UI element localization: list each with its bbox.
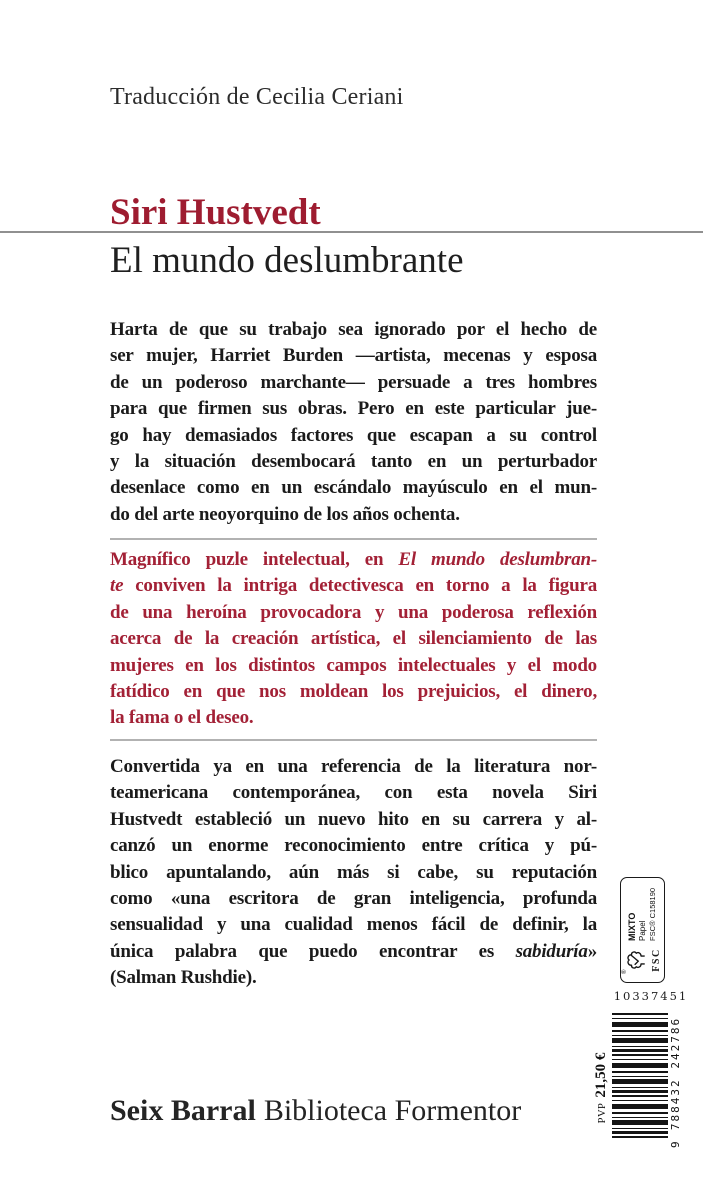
fsc-tree-icon — [626, 949, 650, 971]
translator-credit: Traducción de Cecilia Ceriani — [110, 84, 404, 110]
text-line: acerca de la creación artística, el silenciamiento de las — [110, 628, 597, 650]
text-line: go hay demasiados factores que escapan a su control — [110, 424, 597, 446]
fsc-logo — [622, 946, 662, 974]
publisher-collection: Biblioteca Formentor — [263, 1094, 522, 1127]
price-amount: 21,50 € — [593, 1052, 609, 1098]
text-line: y la situación desembocará tanto en un perturbador — [110, 451, 597, 473]
text-line: Magnífico puzle intelectual, en El mundo deslumbran- — [110, 549, 597, 570]
text-line: ser mujer, Harriet Burden —artista, mecenas y esposa — [110, 345, 597, 367]
author-name: Siri Hustvedt — [110, 192, 321, 233]
fsc-mix-label: MIXTO — [626, 912, 637, 941]
text-line: de una heroína provocadora y una poderosa reflexión — [110, 601, 597, 623]
fsc-wordmark: FSC — [651, 948, 662, 972]
section-rule — [110, 538, 597, 540]
text-line: desenlace como en un escándalo mayúsculo en el mun- — [110, 477, 597, 499]
text-line: de un poderoso marchante— persuade a tres hombres — [110, 371, 597, 393]
barcode-lead-digit: 9 — [669, 1139, 682, 1148]
full-width-rule — [0, 231, 703, 233]
price-prefix: PVP — [597, 1102, 608, 1124]
barcode-bars-icon — [612, 1012, 668, 1138]
publisher-imprint: Seix Barral — [110, 1094, 256, 1127]
registered-mark: ® — [622, 969, 628, 974]
text-line: mujeres en los distintos campos intelectuales y el modo — [110, 654, 597, 676]
text-line: teamericana contemporánea, con esta novela Siri — [110, 782, 597, 804]
publisher-line — [110, 1094, 521, 1128]
barcode-group-1: 788432 — [669, 1078, 682, 1131]
text-line: do del arte neoyorquino de los años ochenta. — [110, 503, 460, 525]
text-line: fatídico en que nos moldean los prejuicios, el dinero, — [110, 681, 597, 703]
text-line: canzó un enorme reconocimiento entre crítica y pú- — [110, 835, 597, 857]
text-line: para que firmen sus obras. Pero en este particular jue- — [110, 398, 597, 420]
text-line: Harta de que su trabajo sea ignorado por el hecho de — [110, 319, 597, 340]
fsc-license-number: FSC® C158190 — [647, 887, 657, 941]
text-line: Hustvedt estableció un nuevo hito en su carrera y al- — [110, 808, 597, 830]
text-line: blico apuntalando, aún más si cabe, su reputación — [110, 861, 597, 883]
book-title: El mundo deslumbrante — [110, 240, 464, 281]
text-line: sensualidad y una cualidad menos fácil de definir, la — [110, 914, 597, 936]
text-line: única palabra que puedo encontrar es sabiduría» — [110, 940, 597, 962]
price-tag — [593, 1046, 611, 1130]
text-line: (Salman Rushdie). — [110, 967, 257, 989]
section-rule — [110, 739, 597, 741]
text-line: la fama o el deseo. — [110, 707, 254, 729]
product-code: 10337451 — [613, 989, 689, 1003]
fsc-label-text — [627, 888, 658, 941]
ean-barcode — [612, 1012, 688, 1148]
barcode-digits — [669, 1012, 682, 1148]
text-line: como «una escritora de gran inteligencia, profunda — [110, 888, 597, 910]
text-line: Convertida ya en una referencia de la literatura nor- — [110, 756, 597, 777]
fsc-certification-label — [620, 877, 665, 983]
synopsis-paragraph — [110, 317, 597, 528]
barcode-group-2: 242786 — [669, 1016, 682, 1069]
fsc-label-content — [622, 878, 662, 979]
review-paragraph — [110, 547, 597, 732]
praise-paragraph — [110, 754, 597, 992]
text-line: te conviven la intriga detectivesca en torno a la figura — [110, 575, 597, 597]
fsc-paper-label: Papel — [637, 920, 647, 941]
